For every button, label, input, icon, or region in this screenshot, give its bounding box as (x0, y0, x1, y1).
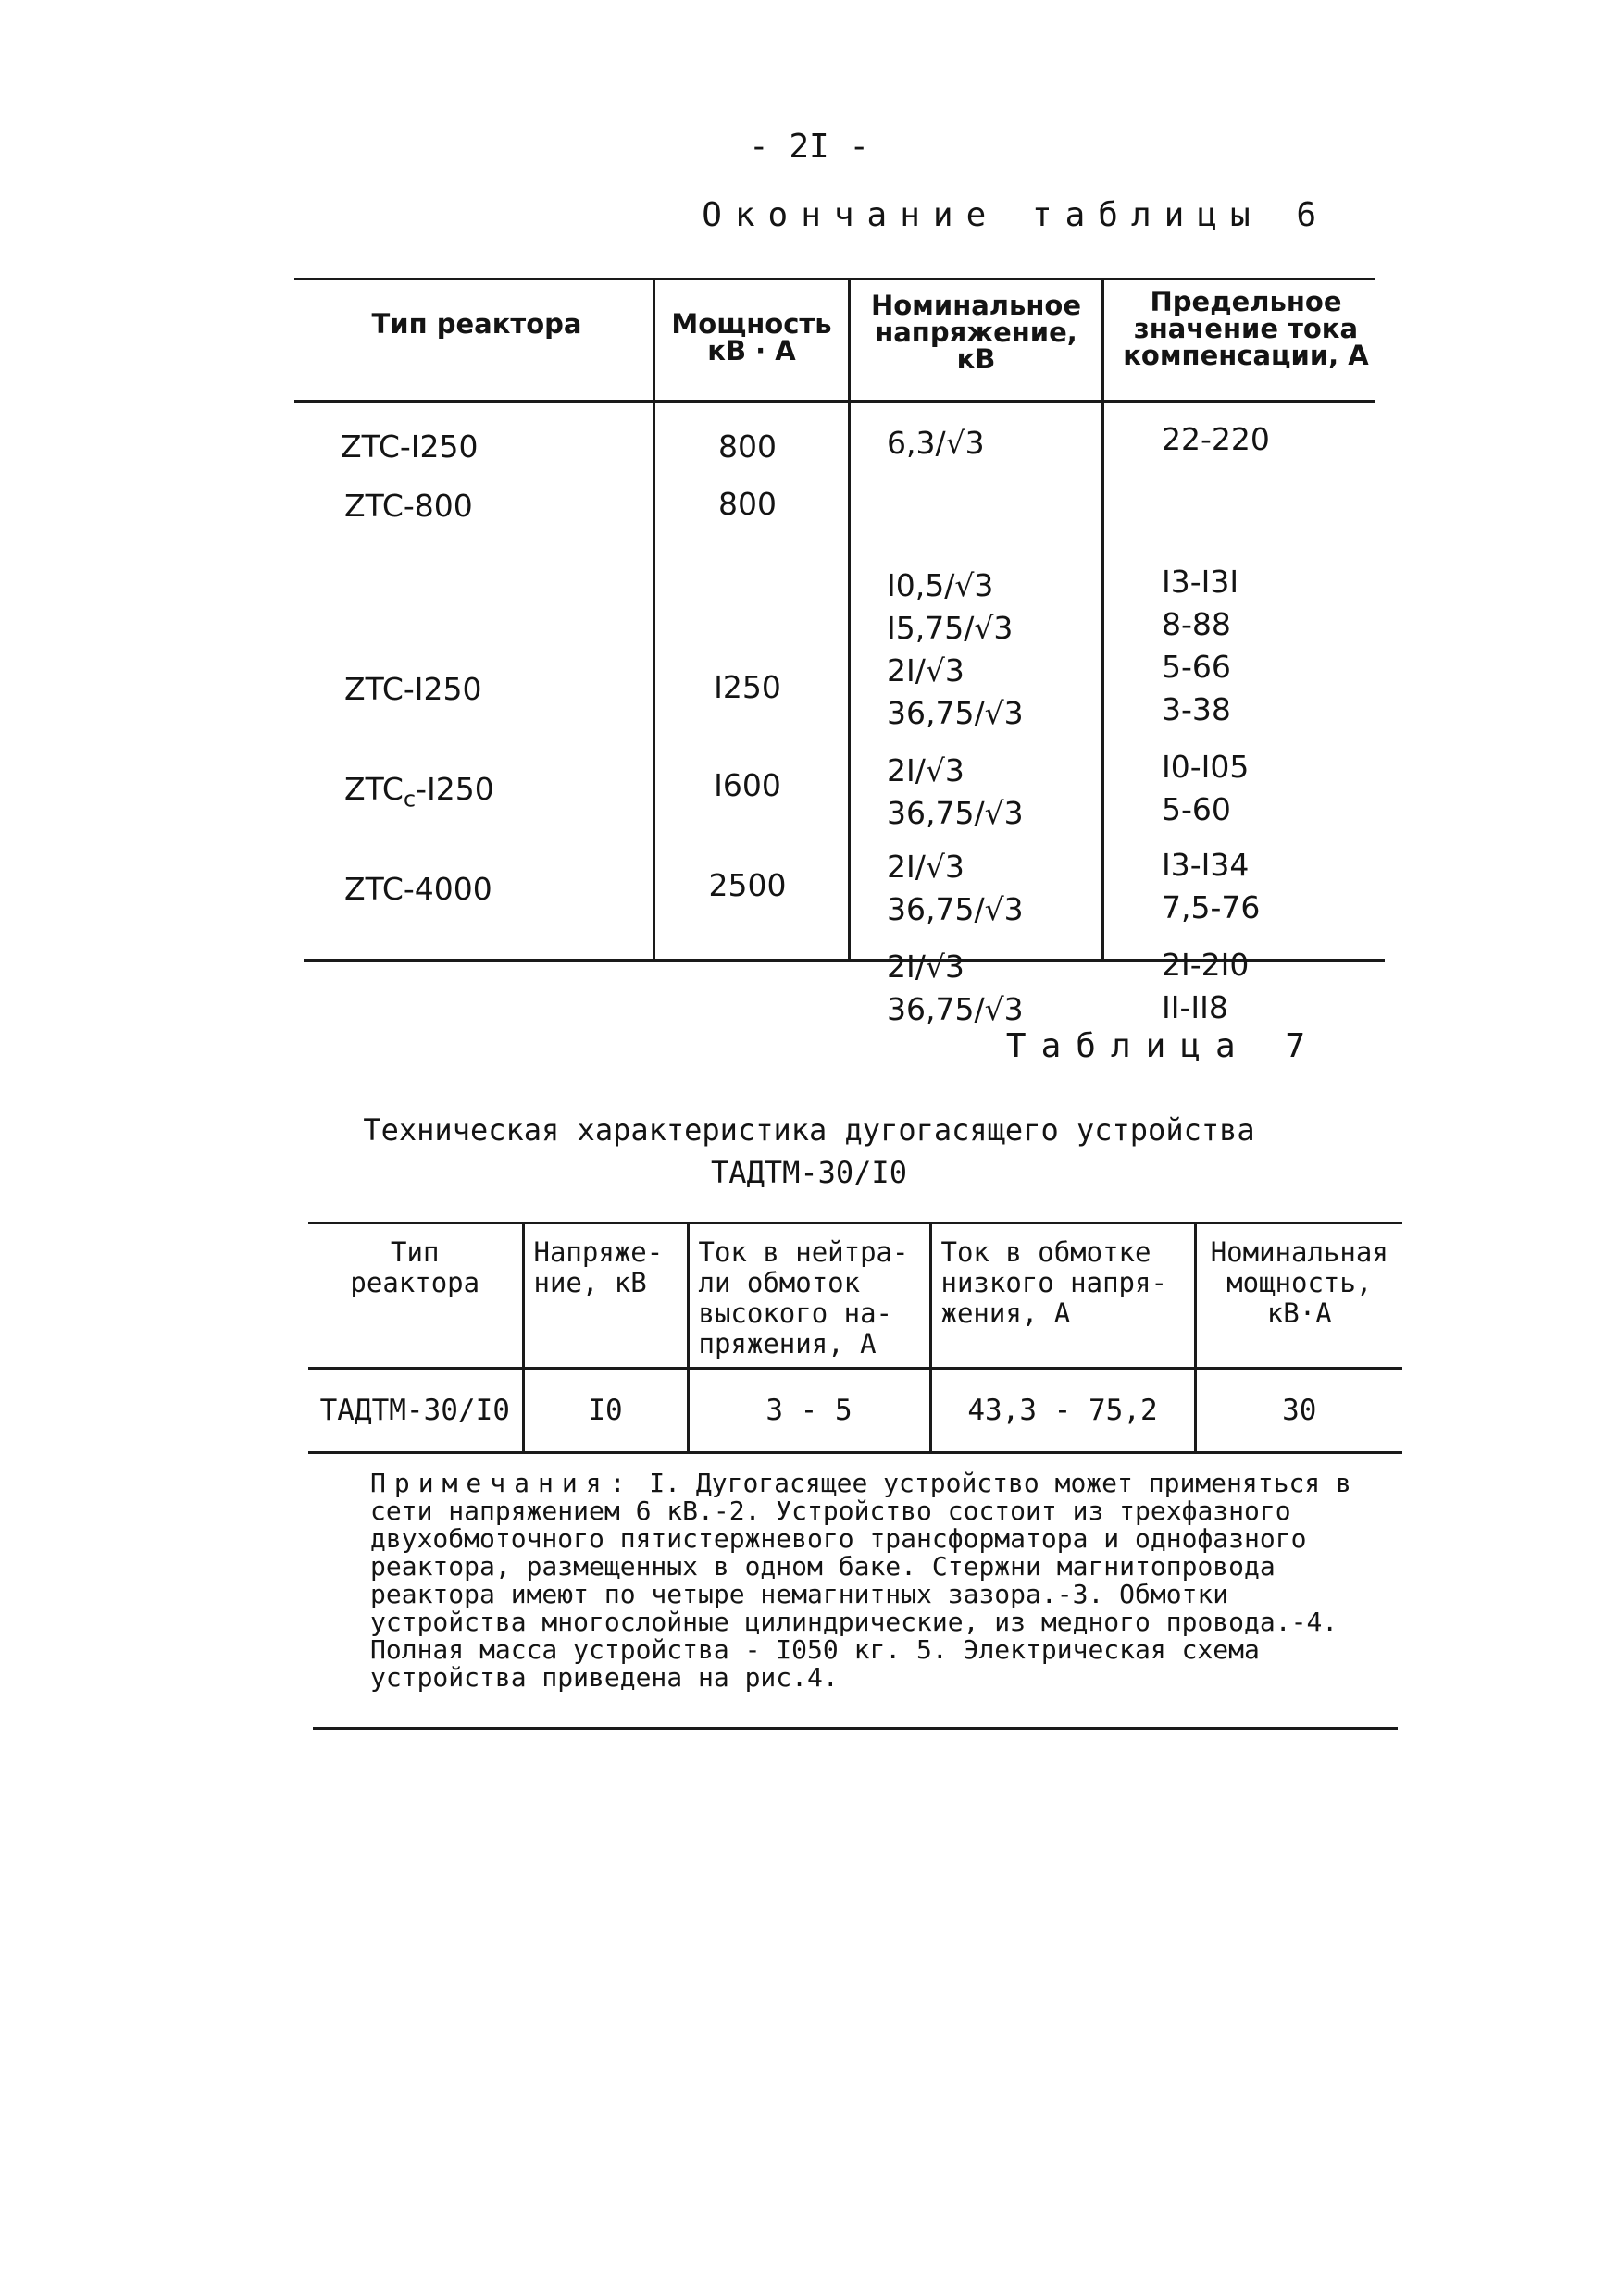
table6-row-voltages: 6,3/√3 (887, 425, 985, 461)
table6-row-voltages: I0,5/√3 I5,75/√3 2I/√3 36,75/√3 (887, 567, 1024, 731)
table6-header-current: Предельное значение тока компенсации, А (1123, 286, 1369, 371)
table6-row-type: ZTC-I250 (341, 428, 479, 465)
table7-cell-lv-current: 43,3 - 75,2 (930, 1369, 1195, 1453)
table6-header-power: Мощность кВ · А (671, 308, 832, 366)
table7-cell-hv-current: 3 - 5 (688, 1369, 930, 1453)
notes-lead: Примечания: (370, 1468, 634, 1498)
table7-header-power: Номинальная мощность, кВ·А (1195, 1223, 1402, 1369)
table7-header-row (308, 1223, 1402, 1369)
table7-cell-type: ТАДТМ-30/I0 (308, 1369, 523, 1453)
table6-row-currents: I0-I05 5-60 (1162, 749, 1250, 827)
notes (370, 1470, 1398, 1692)
table7-header-lv-current: Ток в обмотке низкого напря- жения, А (930, 1223, 1195, 1369)
table6-header-type: Тип реактора (371, 308, 582, 340)
table7-label: Таблица 7 (1005, 1027, 1320, 1065)
table7 (308, 1222, 1402, 1454)
table6-row-power: I600 (714, 767, 781, 803)
table6-row-type: ZTC-I250 (344, 671, 482, 707)
table6-row-type: ZTC-800 (344, 488, 473, 524)
table7-title-line1: Техническая характеристика дугогасящего устройства (363, 1112, 1255, 1148)
table6-row-currents: I3-I34 7,5-76 (1162, 847, 1261, 925)
table6-row-voltages: 2I/√3 36,75/√3 (887, 849, 1024, 927)
table7-header-type: Тип реактора (308, 1223, 523, 1369)
table6-row-voltages: 2I/√3 36,75/√3 (887, 949, 1024, 1027)
table6-header-voltage: Номинальное напряжение, кВ (870, 290, 1082, 375)
table7-title (0, 1109, 1618, 1194)
table6-row-voltages: 2I/√3 36,75/√3 (887, 752, 1024, 831)
table6-col-divider (848, 279, 851, 960)
table6-row-type: $ZTC_c-I250$ (344, 771, 494, 813)
table7-cell-power: 30 (1195, 1369, 1402, 1453)
table6-row-power: 800 (718, 428, 777, 465)
table6-top-rule (294, 278, 1375, 280)
table6-row-type: ZTC-4000 (344, 871, 492, 907)
table6-col-divider (653, 279, 655, 960)
table6-header-rule (294, 400, 1375, 403)
table6-continuation-title: Окончание таблицы 6 (702, 196, 1329, 234)
table7-header-hv-current: Ток в нейтра- ли обмоток высокого на- пряжения, А (688, 1223, 930, 1369)
table6-row-power: 800 (718, 486, 777, 522)
table6-row-currents: I3-I3I 8-88 5-66 3-38 (1162, 564, 1239, 727)
notes-text: I. Дугогасящее устройство может применяться в сети напряжением 6 кВ.-2. Устройство состоит из трехфазного двухобмоточного пятистержневого трансформатора и однофазного реактора, размещенных в одном баке. Стержни магнитопровода реактора имеют по четыре немагнитных зазора.-3. Обмотки устройства многослойные цилиндрические, из медного провода.-4. Полная масса устройства - I050 кг. 5. Электрическая схема устройства приведена на рис.4. (370, 1468, 1351, 1693)
table7-row (308, 1369, 1402, 1453)
table6-row-currents: 22-220 (1162, 421, 1270, 457)
table6-row-power: I250 (714, 669, 781, 705)
table6-row-power: 2500 (708, 867, 787, 903)
table6-col-divider (1101, 279, 1104, 960)
notes-bottom-rule (313, 1727, 1398, 1730)
table7-title-line2: ТАДТМ-30/I0 (711, 1155, 907, 1190)
table6-row-currents: 2I-2I0 II-II8 (1162, 947, 1250, 1025)
page-number: - 2I - (748, 128, 870, 166)
table7-cell-voltage: I0 (523, 1369, 688, 1453)
table7-header-voltage: Напряже- ние, кВ (523, 1223, 688, 1369)
